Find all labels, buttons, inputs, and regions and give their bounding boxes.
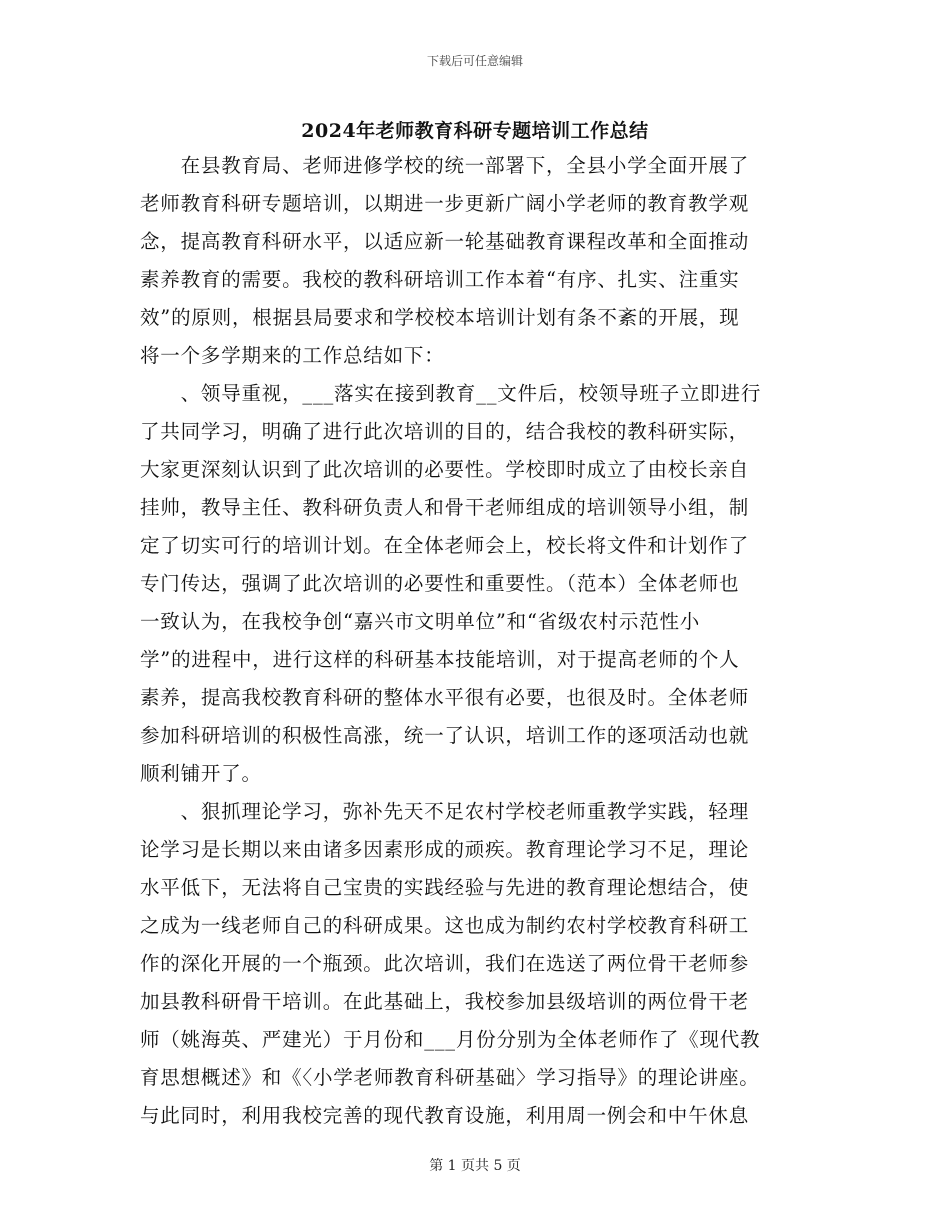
text-line: 念，提高教育科研水平，以适应新一轮基础教育课程改革和全面推动 — [140, 230, 750, 253]
document-body — [140, 147, 810, 1135]
text-line: 育思想概述》和《〈小学老师教育科研基础〉学习指导》的理论讲座。 — [140, 1066, 760, 1089]
text-line: 挂帅，教导主任、教科研负责人和骨干老师组成的培训领导小组，制 — [140, 496, 750, 519]
page-header: 下载后可任意编辑 — [426, 54, 523, 68]
text-line: 将一个多学期来的工作总结如下： — [140, 344, 445, 367]
text-line: 参加科研培训的积极性高涨，统一了认识，培训工作的逐项活动也就 — [140, 724, 750, 747]
page-footer: 第 1 页共 5 页 — [429, 1158, 521, 1174]
text-line: 论学习是长期以来由诸多因素形成的顽疾。教育理论学习不足，理论 — [140, 838, 750, 861]
text-line: 顺利铺开了。 — [140, 762, 262, 785]
text-line: 作的深化开展的一个瓶颈。此次培训，我们在选送了两位骨干老师参 — [140, 952, 750, 975]
text-line: 学”的进程中，进行这样的科研基本技能培训，对于提高老师的个人 — [140, 648, 740, 671]
text-line: 了共同学习，明确了进行此次培训的目的，结合我校的教科研实际， — [140, 420, 750, 443]
document-title: 2024年老师教育科研专题培训工作总结 — [301, 120, 649, 142]
text-line: 素养教育的需要。我校的教科研培训工作本着“有序、扎实、注重实 — [140, 268, 740, 291]
text-line: 定了切实可行的培训计划。在全体老师会上，校长将文件和计划作了 — [140, 534, 750, 557]
text-line: 效”的原则，根据县局要求和学校校本培训计划有条不紊的开展，现 — [140, 306, 740, 329]
text-line: 与此同时，利用我校完善的现代教育设施，利用周一例会和中午休息 — [140, 1104, 750, 1127]
text-line: 师（姚海英、严建光）于月份和___月份分别为全体老师作了《现代教 — [140, 1028, 761, 1051]
text-line: 在县教育局、老师进修学校的统一部署下，全县小学全面开展了 — [140, 154, 750, 177]
text-line: 素养，提高我校教育科研的整体水平很有必要，也很及时。全体老师 — [140, 686, 750, 709]
text-line: 加县教科研骨干培训。在此基础上，我校参加县级培训的两位骨干老 — [140, 990, 750, 1013]
text-line: 、领导重视，___落实在接到教育__文件后，校领导班子立即进行 — [140, 382, 762, 405]
text-line: 之成为一线老师自己的科研成果。这也成为制约农村学校教育科研工 — [140, 914, 750, 937]
text-line: 专门传达，强调了此次培训的必要性和重要性。（范本）全体老师也 — [140, 572, 740, 595]
text-line: 老师教育科研专题培训，以期进一步更新广阔小学老师的教育教学观 — [140, 192, 750, 215]
text-line: 水平低下，无法将自己宝贵的实践经验与先进的教育理论想结合，使 — [140, 876, 750, 899]
text-line: 一致认为，在我校争创“嘉兴市文明单位”和“省级农村示范性小 — [140, 610, 701, 633]
text-line: 、狠抓理论学习，弥补先天不足农村学校老师重教学实践，轻理 — [140, 800, 750, 823]
text-line: 大家更深刻认识到了此次培训的必要性。学校即时成立了由校长亲自 — [140, 458, 750, 481]
